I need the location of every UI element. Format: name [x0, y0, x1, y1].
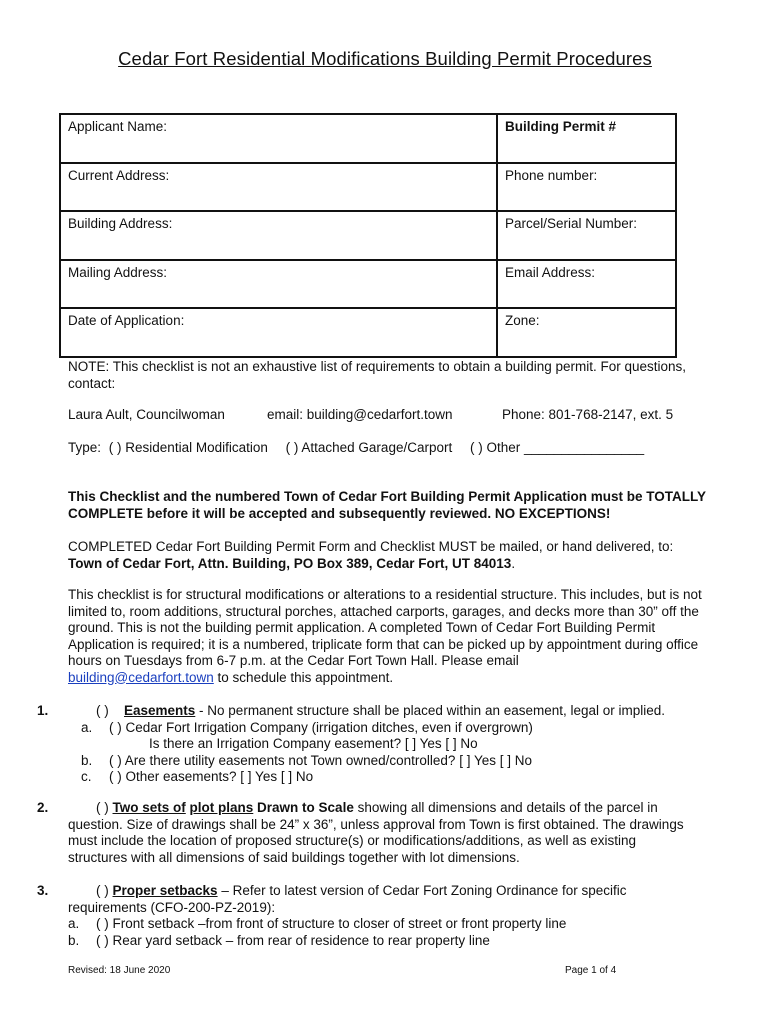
easements-text: - No permanent structure shall be placed within an easement, legal or implied. — [195, 703, 666, 718]
table-row — [60, 114, 676, 163]
page-number: Page 1 of 4 — [565, 965, 617, 976]
sub-item-a-question — [81, 736, 692, 753]
current-address-field[interactable]: Current Address: — [60, 163, 497, 212]
date-of-application-field[interactable]: Date of Application: — [60, 308, 497, 357]
type-label: Type: — [68, 440, 102, 455]
contact-name: Laura Ault, Councilwoman — [68, 407, 225, 422]
item-body — [68, 883, 690, 949]
type-residential-modification-option[interactable]: ( ) Residential Modification — [108, 440, 268, 455]
type-other-option[interactable]: ( ) Other ________________ — [470, 440, 645, 455]
submission-text: COMPLETED Cedar Fort Building Permit Form and Checklist MUST be mailed, or hand delivered, to: — [68, 539, 674, 554]
other-easements-option[interactable]: ( ) Other easements? [ ] Yes [ ] No — [109, 769, 314, 784]
setbacks-heading: Proper setbacks — [112, 883, 218, 898]
item-number: 3. — [37, 883, 49, 898]
sub-item-label: b. — [81, 752, 93, 768]
rear-setback-option[interactable]: ( ) Rear yard setback – from rear of residence to rear property line — [96, 932, 490, 948]
mailing-address: Town of Cedar Fort, Attn. Building, PO Box 389, Cedar Fort, UT 84013 — [68, 555, 512, 571]
utility-easements-option[interactable]: ( ) Are there utility easements not Town owned/controlled? [ ] Yes [ ] No — [109, 752, 532, 768]
sub-item-b — [68, 933, 690, 950]
sub-item-label: a. — [81, 719, 93, 735]
table-row — [60, 163, 676, 212]
submission-instructions — [68, 539, 708, 572]
table-row — [60, 308, 676, 357]
period: . — [511, 555, 516, 571]
contact-phone: Phone: 801-768-2147, ext. 5 — [502, 407, 674, 422]
parcel-serial-number-field[interactable]: Parcel/Serial Number: — [497, 211, 676, 260]
table-row — [60, 260, 676, 309]
setbacks-intro — [68, 883, 690, 916]
contact-email: email: building@cedarfort.town — [267, 407, 453, 422]
type-attached-garage-option[interactable]: ( ) Attached Garage/Carport — [285, 440, 453, 455]
easements-checkbox[interactable]: ( ) — [96, 703, 109, 718]
item-heading-row — [96, 703, 692, 720]
plot-plans-text: showing all dimensions and details of the parcel in question. Size of drawings shall be 24” x 36”, unless approval from Town is first obtained. The drawings must include the location of proposed structure(s) or modifications/additions, as well as existing structures with all dimensions of said buildings together with lot dimensions. — [68, 800, 684, 865]
item-number: 2. — [37, 800, 49, 815]
applicant-info-table — [59, 113, 677, 358]
sub-item-c — [81, 769, 692, 786]
type-selection — [68, 440, 708, 457]
irrigation-easement-question[interactable]: Is there an Irrigation Company easement? [ ] Yes [ ] No — [149, 736, 478, 751]
sub-item-label: a. — [68, 916, 80, 931]
revision-date: Revised: 18 June 2020 — [68, 965, 171, 976]
page-title: Cedar Fort Residential Modifications Building Permit Procedures — [118, 48, 652, 69]
easements-heading: Easements — [124, 703, 196, 718]
mailing-address-field[interactable]: Mailing Address: — [60, 260, 497, 309]
building-address-field[interactable]: Building Address: — [60, 211, 497, 260]
front-setback-option[interactable]: ( ) Front setback –from front of structure to closer of street or front property line — [96, 916, 567, 931]
note-text: NOTE: This checklist is not an exhaustive list of requirements to obtain a building permit. For questions, contact: — [68, 359, 687, 391]
plot-plans-heading-3: Drawn to Scale — [253, 800, 354, 815]
description-tail: to schedule this appointment. — [213, 669, 394, 685]
phone-number-field[interactable]: Phone number: — [497, 163, 676, 212]
plot-plans-checkbox[interactable]: ( ) — [96, 800, 109, 815]
table-row — [60, 211, 676, 260]
sub-item-a — [68, 916, 690, 933]
sub-item-b — [81, 753, 692, 770]
sub-item-a — [81, 720, 692, 737]
checklist-description — [68, 587, 708, 686]
item-body — [81, 703, 692, 786]
description-text: This checklist is for structural modifications or alterations to a residential structure. This includes, but is not limited to, room additions, structural porches, attached carports, garages, and decks more than 30” off the ground. This is not the building permit application. A completed Town of Cedar Fort Building Permit Application is required; it is a numbered, triplicate form that can be picked up by appointment during office hours on Tuesdays from 6-7 p.m. at the Cedar Fort Town Hall. Please email — [68, 587, 702, 668]
irrigation-company-option[interactable]: ( ) Cedar Fort Irrigation Company (irrigation ditches, even if overgrown) — [109, 719, 533, 735]
setbacks-checkbox[interactable]: ( ) — [96, 883, 109, 898]
sub-item-label: c. — [81, 769, 92, 784]
plot-plans-heading-1: Two sets of — [112, 800, 186, 815]
email-address-field[interactable]: Email Address: — [497, 260, 676, 309]
plot-plans-heading-2: plot plans — [189, 800, 254, 815]
building-email-link[interactable]: building@cedarfort.town — [68, 669, 214, 685]
item-number: 1. — [37, 703, 49, 718]
setbacks-text: – Refer to latest version of Cedar Fort Zoning Ordinance for specific requirements (CFO-200-PZ-2019): — [68, 883, 627, 915]
applicant-name-field[interactable]: Applicant Name: — [60, 114, 497, 163]
sub-item-label: b. — [68, 932, 80, 948]
building-permit-number-field[interactable]: Building Permit # — [497, 114, 676, 163]
item-body — [68, 800, 690, 866]
zone-field[interactable]: Zone: — [497, 308, 676, 357]
completeness-warning: This Checklist and the numbered Town of Cedar Fort Building Permit Application must be TOTALLY COMPLETE before it will be accepted and subsequently reviewed. NO EXCEPTIONS! — [68, 489, 706, 521]
